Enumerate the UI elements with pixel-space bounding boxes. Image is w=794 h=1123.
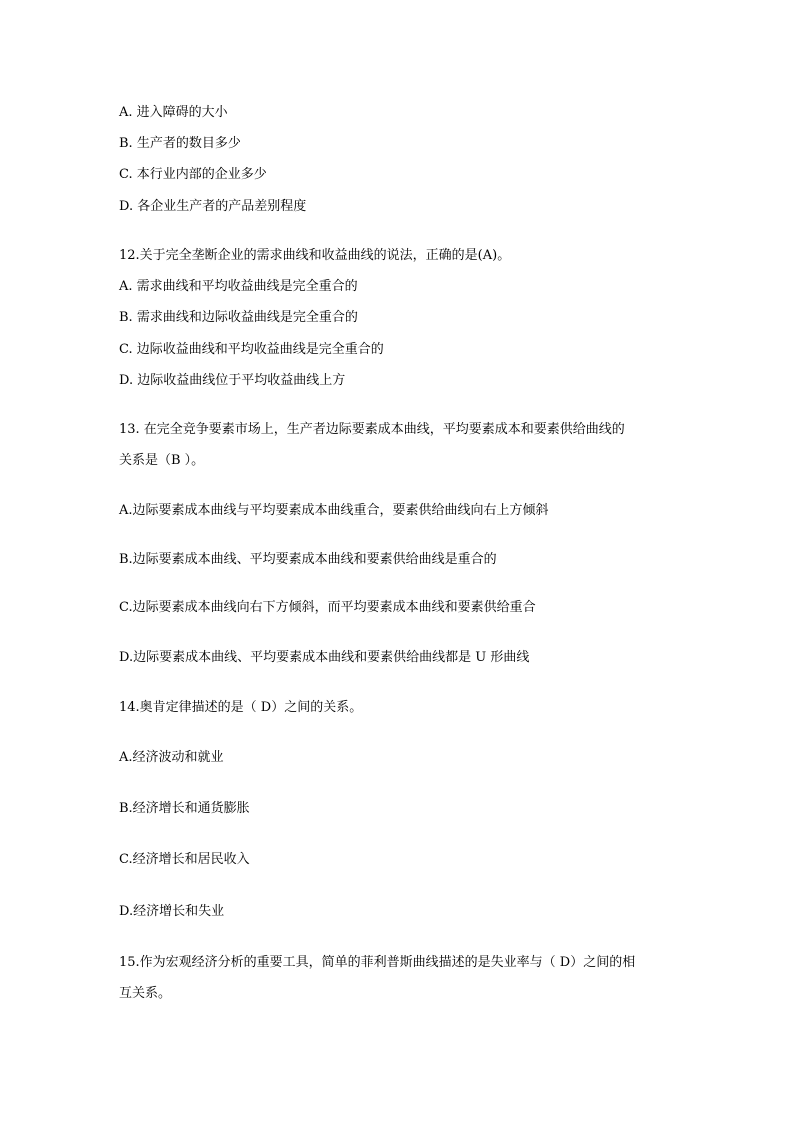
q13-question-line1: 13. 在完全竞争要素市场上，生产者边际要素成本曲线，平均要素成本和要素供给曲线的	[119, 422, 625, 437]
q14-option-c: C.经济增长和居民收入	[119, 852, 250, 867]
q12-question: 12.关于完全垄断企业的需求曲线和收益曲线的说法，正确的是(A)。	[119, 248, 511, 263]
q13-question-line2: 关系是（B ）。	[119, 453, 205, 468]
q11-option-c: C. 本行业内部的企业多少	[119, 167, 267, 182]
q12-option-c: C. 边际收益曲线和平均收益曲线是完全重合的	[119, 342, 384, 357]
q13-option-a: A.边际要素成本曲线与平均要素成本曲线重合，要素供给曲线向右上方倾斜	[119, 503, 549, 518]
q12-option-d: D. 边际收益曲线位于平均收益曲线上方	[119, 373, 346, 388]
q12-option-b: B. 需求曲线和边际收益曲线是完全重合的	[119, 310, 358, 325]
q15-question-line2: 互关系。	[119, 986, 172, 1001]
q12-option-a: A. 需求曲线和平均收益曲线是完全重合的	[119, 279, 358, 294]
q14-option-a: A.经济波动和就业	[119, 750, 224, 765]
q11-option-a: A. 进入障碍的大小	[119, 105, 228, 120]
q11-option-d: D. 各企业生产者的产品差别程度	[119, 199, 307, 214]
q13-option-d: D.边际要素成本曲线、平均要素成本曲线和要素供给曲线都是 U 形曲线	[119, 650, 530, 665]
q14-option-b: B.经济增长和通货膨胀	[119, 801, 250, 816]
q14-option-d: D.经济增长和失业	[119, 904, 225, 919]
q14-question: 14.奥肯定律描述的是（ D）之间的关系。	[119, 700, 363, 715]
q15-question-line1: 15.作为宏观经济分析的重要工具，简单的菲利普斯曲线描述的是失业率与（ D）之间的相	[119, 955, 636, 970]
q13-option-b: B.边际要素成本曲线、平均要素成本曲线和要素供给曲线是重合的	[119, 552, 497, 567]
q13-option-c: C.边际要素成本曲线向右下方倾斜，而平均要素成本曲线和要素供给重合	[119, 600, 536, 615]
q11-option-b: B. 生产者的数目多少	[119, 136, 241, 151]
